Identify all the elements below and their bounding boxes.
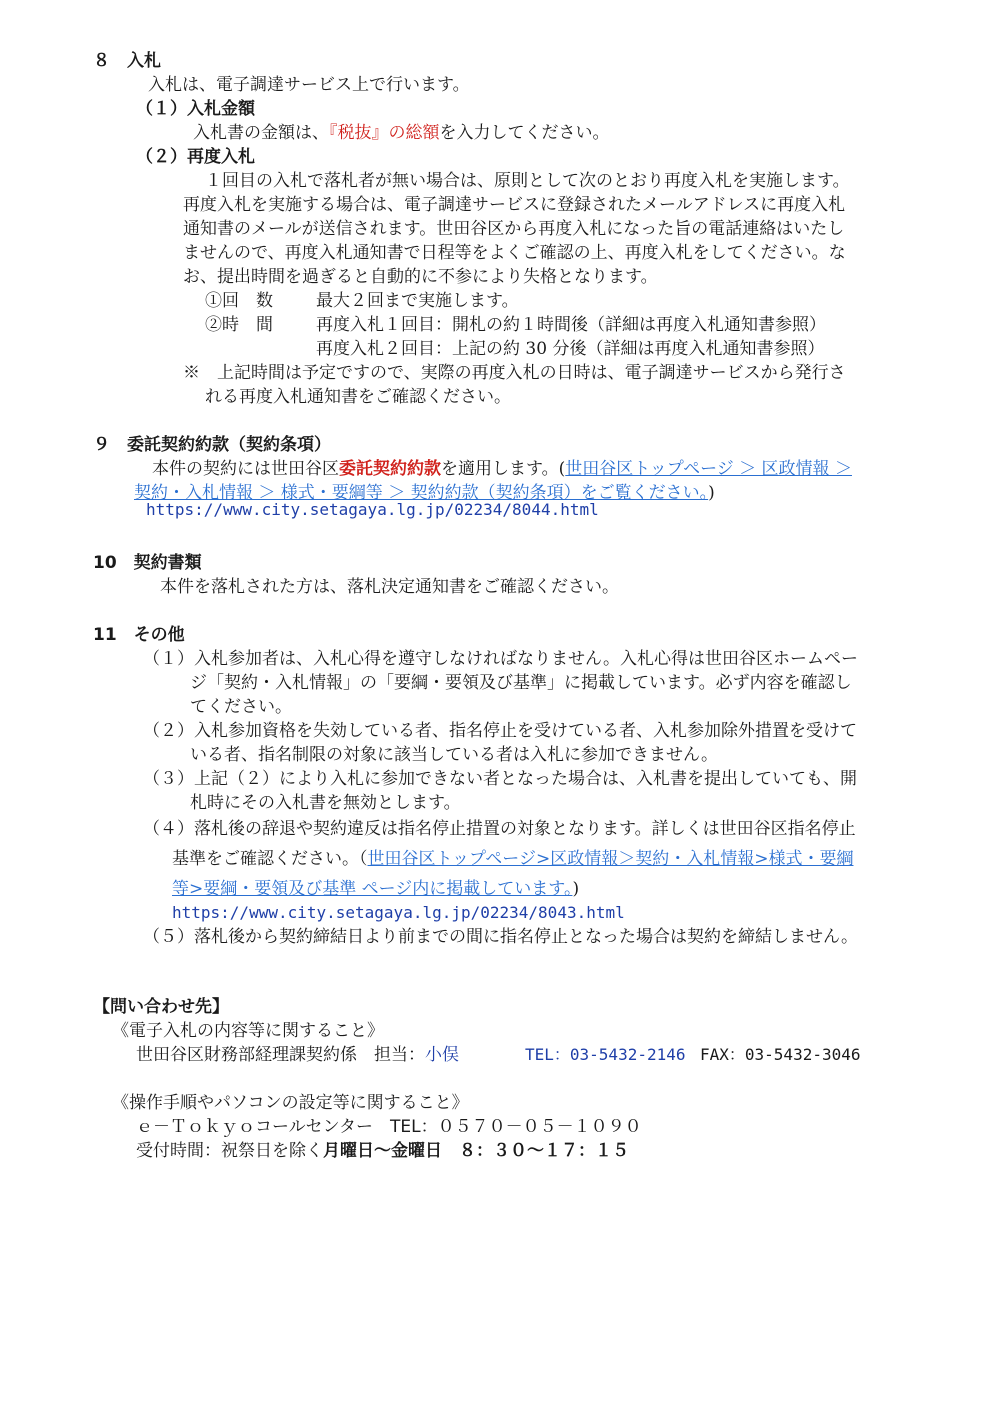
sub2-line: お、提出時間を過ぎると自動的に不参により失格となります。: [183, 267, 658, 287]
item-1-line-3: てください。: [190, 697, 292, 717]
contact-e-heading: 《電子入札の内容等に関すること》: [112, 1021, 384, 1041]
item-5: （５）落札後から契約締結日より前までの間に指名停止となった場合は契約を締結しません。: [143, 927, 859, 947]
note-line-2: れる再度入札通知書をご確認ください。: [205, 387, 511, 407]
contact-hours-label: 受付時間：祝祭日を除く: [136, 1141, 323, 1161]
s9-close-paren: ): [708, 483, 715, 503]
sub2-line: 通知書のメールが送信されます。世田谷区から再度入札になった旨の電話連絡はいたし: [183, 219, 845, 239]
time-value-2: 再度入札２回目：上記の約 30 分後（詳細は再度入札通知書参照）: [316, 339, 825, 359]
section-8-heading: ８ 入札: [93, 51, 161, 71]
contact-person: 小俣: [425, 1045, 459, 1065]
item-2-line-1: （２）入札参加資格を失効している者、指名停止を受けている者、入札参加除外措置を受けて: [143, 721, 857, 741]
item-4-breadcrumb-link[interactable]: 世田谷区トップページ>区政情報＞契約・入札情報>様式・要綱: [367, 849, 854, 869]
section-9-heading: ９ 委託契約約款（契約条項）: [93, 435, 331, 455]
item-4-line-3: [172, 877, 579, 901]
item-4-text-before: 基準をご確認ください。（: [172, 849, 368, 869]
contact-tel: TEL：03-5432-2146: [525, 1045, 686, 1064]
item-1-line-1: （１）入札参加者は、入札心得を遵守しなければなりません。入札心得は世田谷区ホームペー: [143, 649, 859, 669]
section-11-url[interactable]: https://www.city.setagaya.lg.jp/02234/8043.html: [172, 903, 625, 922]
contact-heading: 【問い合わせ先】: [93, 997, 229, 1017]
count-label: ①回 数: [205, 291, 273, 311]
s9-breadcrumb-link[interactable]: 世田谷区トップページ ＞ 区政情報 ＞: [565, 459, 852, 479]
section-10-heading: 10 契約書類: [93, 553, 202, 573]
s9-text-before: 本件の契約には世田谷区: [152, 459, 339, 479]
note-line-1: ※ 上記時間は予定ですので、実際の再度入札の日時は、電子調達サービスから発行さ: [183, 363, 846, 383]
section-8-sub1-heading: （１）入札金額: [136, 99, 255, 119]
s9-text-after: を適用します。(: [441, 459, 566, 479]
sub1-text-red: 『税抜』の総額: [329, 123, 440, 143]
s9-breadcrumb-link-cont[interactable]: 契約・入札情報 ＞ 様式・要綱等 ＞ 契約約款（契約条項）をご覧ください。: [134, 483, 709, 503]
section-11-heading: 11 その他: [93, 625, 185, 645]
sub2-line: ませんので、再度入札通知書で日程等をよくご確認の上、再度入札をしてください。な: [183, 243, 846, 263]
section-8-sub1-text: [193, 121, 610, 145]
item-3-line-1: （３）上記（２）により入札に参加できない者となった場合は、入札書を提出していても、開: [143, 769, 857, 789]
section-9-line-1: [152, 457, 852, 481]
contact-op-heading: 《操作手順やパソコンの設定等に関すること》: [112, 1093, 469, 1113]
sub2-line: １回目の入札で落札者が無い場合は、原則として次のとおり再度入札を実施します。: [205, 171, 850, 191]
time-value-1: 再度入札１回目：開札の約１時間後（詳細は再度入札通知書参照）: [316, 315, 826, 335]
contact-hours-bold: 月曜日～金曜日 ８：３０～１７：１５: [323, 1141, 629, 1161]
item-2-line-2: いる者、指名制限の対象に該当している者は入札に参加できません。: [190, 745, 719, 765]
item-4-close-paren: ): [572, 879, 580, 899]
time-label: ②時 間: [205, 315, 273, 335]
item-1-line-2: ジ「契約・入札情報」の「要綱・要領及び基準」に掲載しています。必ず内容を確認し: [190, 673, 852, 693]
item-4-line-1: （４）落札後の辞退や契約違反は指名停止措置の対象となります。詳しくは世田谷区指名停止: [143, 819, 856, 839]
contact-hours: [136, 1139, 629, 1163]
sub1-text-after: を入力してください。: [439, 123, 610, 143]
section-9-url[interactable]: https://www.city.setagaya.lg.jp/02234/8044.html: [146, 500, 599, 519]
section-10-text: 本件を落札された方は、落札決定通知書をご確認ください。: [160, 577, 619, 597]
contact-e-line: [136, 1043, 459, 1067]
contact-fax: FAX：03-5432-3046: [700, 1045, 861, 1064]
item-3-line-2: 札時にその入札書を無効とします。: [190, 793, 461, 813]
item-4-breadcrumb-link-cont[interactable]: 等>要綱・要領及び基準 ページ内に掲載しています。: [172, 879, 573, 899]
count-value: 最大２回まで実施します。: [316, 291, 519, 311]
s9-text-red: 委託契約約款: [339, 459, 441, 479]
sub2-line: 再度入札を実施する場合は、電子調達サービスに登録されたメールアドレスに再度入札: [183, 195, 846, 215]
contact-dept: 世田谷区財務部経理課契約係 担当：: [136, 1045, 425, 1065]
item-4-line-2: [172, 847, 853, 871]
section-8-intro: 入札は、電子調達サービス上で行います。: [148, 75, 470, 95]
sub1-text-before: 入札書の金額は、: [193, 123, 329, 143]
section-8-sub2-heading: （２）再度入札: [136, 147, 255, 167]
contact-op-center: ｅ－Ｔｏｋｙｏコールセンター TEL：０５７０－０５－１０９０: [136, 1117, 642, 1137]
